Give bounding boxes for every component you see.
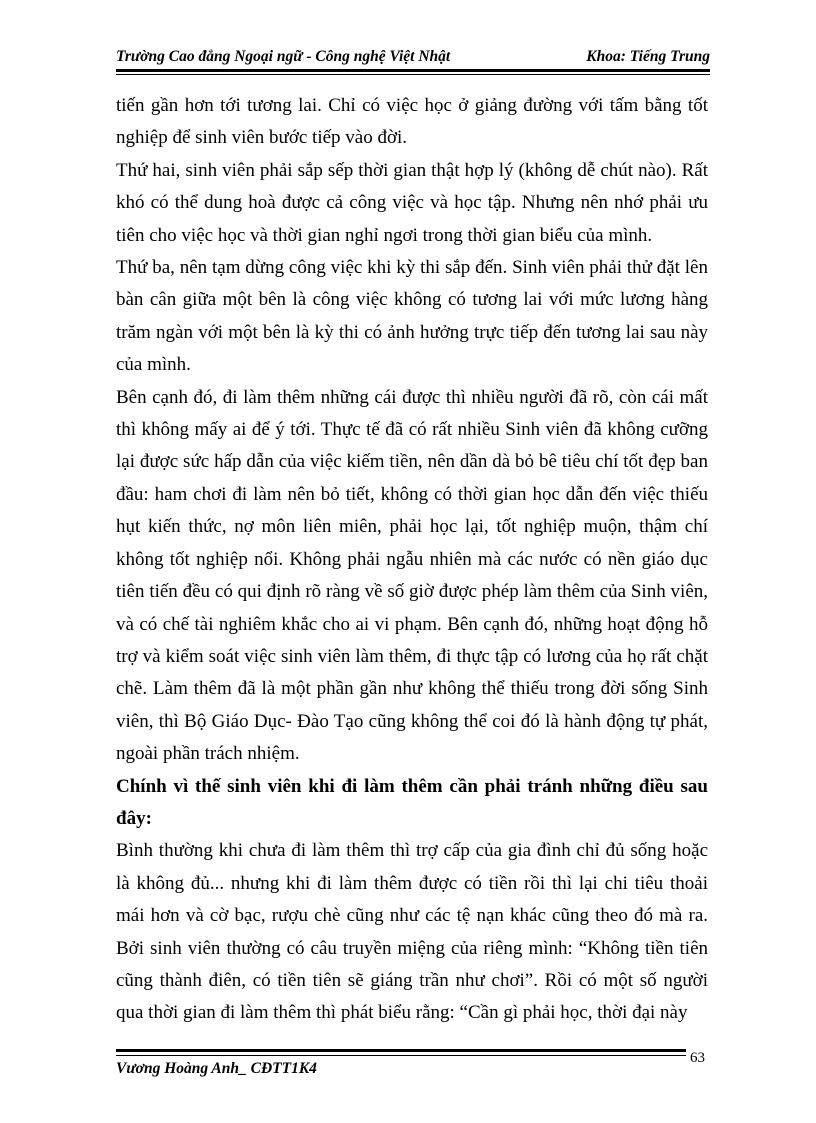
header-school-name: Trường Cao đẳng Ngoại ngữ - Công nghệ Việt Nhật (116, 48, 451, 65)
header-divider-thin (116, 74, 710, 75)
header-divider (116, 69, 710, 72)
footer-divider (116, 1049, 686, 1052)
page-number: 63 (690, 1050, 705, 1066)
paragraph-third-point: Thứ ba, nên tạm dừng công việc khi kỳ thi sắp đến. Sinh viên phải thử đặt lên bàn cân giữa một bên là công việc không có tương lai với mức lương hàng trăm ngàn với một bên là kỳ thi có ảnh hưởng trực tiếp đến tương lai sau này của mình. (116, 257, 708, 376)
paragraph-second-point: Thứ hai, sinh viên phải sắp sếp thời gian thật hợp lý (không dễ chút nào). Rất khó có thể dung hoà được cả công việc và học tập. Nhưng nên nhớ phải ưu tiên cho việc học và thời gian nghỉ ngơi trong thời gian biểu của mình. (116, 159, 708, 246)
paragraph-spending: Bình thường khi chưa đi làm thêm thì trợ cấp của gia đình chỉ đủ sống hoặc là không đủ... nhưng khi đi làm thêm được có tiền rồi thì lại chi tiêu thoải mái hơn và cờ bạc, rượu chè cũng như các tệ nạn khác cũng theo đó mà ra. Bởi sinh viên thường có câu truyền miệng của riêng mình: “Không tiền tiên cũng thành điên, có tiền tiên sẽ giáng trần như chơi”. Rồi có một số người qua thời gian đi làm thêm thì phát biểu rằng: “Cần gì phải học, thời đại này (116, 840, 708, 1024)
footer-author: Vương Hoàng Anh_ CĐTT1K4 (116, 1060, 317, 1077)
paragraph-downsides: Bên cạnh đó, đi làm thêm những cái được thì nhiều người đã rõ, còn cái mất thì không mấy ai để ý tới. Thực tế đã có rất nhiều Sinh viên đã không cưỡng lại được sức hấp dẫn của việc kiếm tiền, nên dần dà bỏ bê tiêu chí tốt đẹp ban đầu: ham chơi đi làm nên bỏ tiết, không có thời gian học dẫn đến việc thiếu hụt kiến thức, nợ môn liên miên, phải học lại, tốt nghiệp muộn, thậm chí không tốt nghiệp nổi. Không phải ngẫu nhiên mà các nước có nền giáo dục tiên tiến đều có qui định rõ ràng về số giờ được phép làm thêm của Sinh viên, và có chế tài nghiêm khắc cho ai vi phạm. Bên cạnh đó, những hoạt động hỗ trợ và kiểm soát việc sinh viên làm thêm, đi thực tập có lương của họ rất chặt chẽ. Làm thêm đã là một phần gần như không thể thiếu trong đời sống Sinh viên, thì Bộ Giáo Dục- Đào Tạo cũng không thể coi đó là hành động tự phát, ngoài phần trách nhiệm. (116, 386, 708, 765)
paragraph-continuation: tiến gần hơn tới tương lai. Chỉ có việc học ở giảng đường với tấm bằng tốt nghiệp để sinh viên bước tiếp vào đời. (116, 95, 708, 149)
page-header (116, 46, 710, 70)
footer-divider-thin (116, 1055, 686, 1056)
paragraph-bold-heading: Chính vì thế sinh viên khi đi làm thêm cần phải tránh những điều sau đây: (116, 775, 708, 829)
document-body (116, 90, 708, 1030)
header-department: Khoa: Tiếng Trung (586, 48, 710, 65)
